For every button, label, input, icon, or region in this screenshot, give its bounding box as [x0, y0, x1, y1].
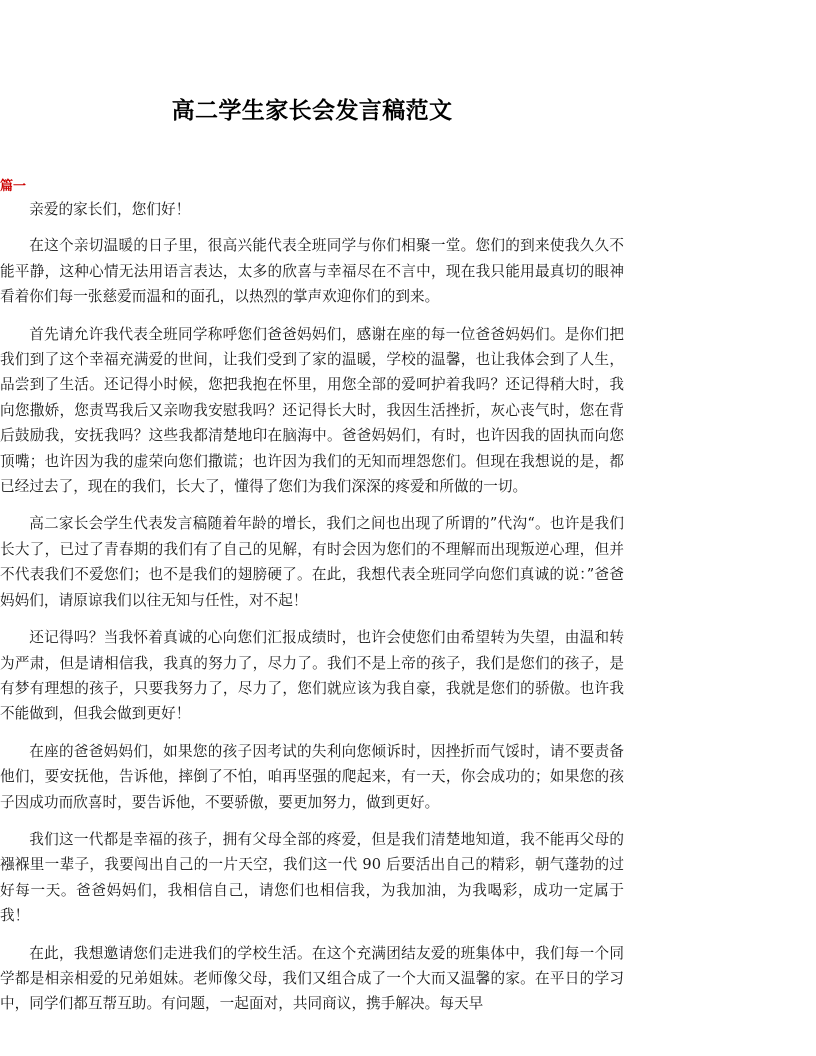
paragraph-our-generation: 我们这一代都是幸福的孩子，拥有父母全部的疼爱，但是我们清楚地知道，我不能再父母的襁褓里一辈子，我要闯出自己的一片天空，我们这一代 90 后要活出自己的精彩，朝气蓬勃的过好每一天。爸爸妈妈们，我相信自己，请您们也相信我，为我加油，为我喝彩，成功一定属于我！	[0, 830, 624, 925]
paragraph-school-life: 在此，我想邀请您们走进我们的学校生活。在这个充满团结友爱的班集体中，我们每一个同学都是相亲相爱的兄弟姐妹。老师像父母，我们又组合成了一个大而又温馨的家。在平日的学习中，同学们都互帮互助。有问题，一起面对，共同商议，携手解决。每天早	[0, 944, 624, 1013]
paragraph-welcome: 在这个亲切温暖的日子里，很高兴能代表全班同学与你们相聚一堂。您们的到来使我久久不能平静，这种心情无法用语言表达，太多的欣喜与幸福尽在不言中，现在我只能用最真切的眼神看着你们每一张慈爱而温和的面孔，以热烈的掌声欢迎你们的到来。	[0, 237, 624, 306]
paragraph-thanks-to-parents: 首先请允许我代表全班同学称呼您们爸爸妈妈们，感谢在座的每一位爸爸妈妈们。是你们把我们到了这个幸福充满爱的世间，让我们受到了家的温暖，学校的温馨，也让我体会到了人生，品尝到了生活。还记得小时候，您把我抱在怀里，用您全部的爱呵护着我吗？还记得稍大时，我向您撒娇，您责骂我后又亲吻我安慰我吗？还记得长大时，我因生活挫折，灰心丧气时，您在背后鼓励我，安抚我吗？这些我都清楚地印在脑海中。爸爸妈妈们，有时，也许因我的固执而向您顶嘴；也许因为我的虚荣向您们撒谎；也许因为我们的无知而埋怨您们。但现在我想说的是，都已经过去了，现在的我们，长大了，懂得了您们为我们深深的疼爱和所做的一切。	[0, 325, 624, 496]
section-label: 篇一	[0, 179, 27, 194]
paragraph-greeting: 亲爱的家长们，您们好！	[29, 201, 191, 218]
paragraph-generation-gap: 高二家长会学生代表发言稿随着年龄的增长，我们之间也出现了所谓的”代沟“。也许是我们长大了，已过了青春期的我们有了自己的见解，有时会因为您们的不理解而出现叛逆心理，但并不代表我们不爱您们；也不是我们的翅膀硬了。在此，我想代表全班同学向您们真诚的说：”爸爸妈妈们，请原谅我们以往无知与任性，对不起！	[0, 515, 624, 609]
page-title: 高二学生家长会发言稿范文	[171, 98, 453, 124]
paragraph-grades-effort: 还记得吗？当我怀着真诚的心向您们汇报成绩时，也许会使您们由希望转为失望，由温和转为严肃，但是请相信我，我真的努力了，尽力了。我们不是上帝的孩子，我们是您们的孩子，是有梦有理想的孩子，只要我努力了，尽力了，您们就应该为我自豪，我就是您们的骄傲。也许我不能做到，但我会做到更好！	[0, 629, 624, 723]
paragraph-advice-to-parents: 在座的爸爸妈妈们，如果您的孩子因考试的失利向您倾诉时，因挫折而气馁时，请不要责备他们，要安抚他，告诉他，摔倒了不怕，咱再坚强的爬起来，有一天，你会成功的；如果您的孩子因成功而欣喜时，要告诉他，不要骄傲，要更加努力，做到更好。	[0, 742, 624, 811]
document-body	[0, 178, 624, 1017]
